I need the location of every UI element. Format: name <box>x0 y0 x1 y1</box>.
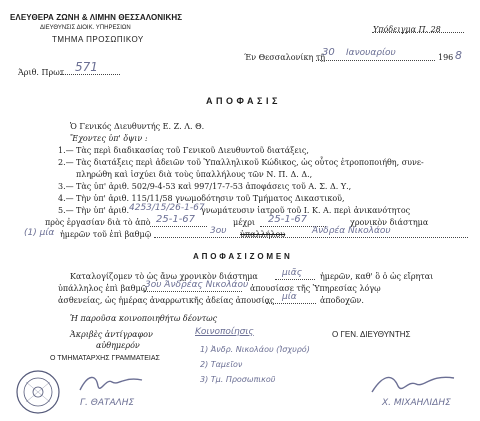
place-date-prefix: Έν Θεσσαλονίκη τῇ <box>244 53 326 62</box>
director-name: Χ. ΜΙΧΑΗΛΙΔΗΣ <box>382 398 451 408</box>
director-title: Ο ΓΕΝ. ΔΙΕΥΘΥΝΤΗΣ <box>332 330 411 339</box>
document-title: Α Π Ο Φ Α Σ Ι Σ <box>206 96 278 106</box>
decision-leave-underline <box>266 303 316 304</box>
cc-recipient-2: 2) Ταμεῖον <box>200 360 243 369</box>
section-head-signature-icon <box>76 370 146 396</box>
decision-days-handwritten: μιᾶς <box>282 268 302 278</box>
consideration-5-num: 5.— <box>58 206 74 215</box>
protocol-underline <box>60 74 120 75</box>
consideration-4-text: Τὴν ὑπ' ἀριθ. 115/11/58 γνωμοδότησιν τοῦ Τμήματος Δικαστικοῦ, <box>76 194 345 203</box>
date-year-suffix: 8 <box>455 49 462 62</box>
official-stamp-icon <box>14 368 62 416</box>
decision-line2-prefix: ὑπάλληλος ἐπὶ βαθμῷ <box>58 284 148 293</box>
copy-same-day: αὐθημερόν <box>96 341 140 350</box>
date-month: Ιανουαρίου <box>346 48 396 58</box>
consideration-3-num: 3.— <box>58 182 74 191</box>
intro-issuer: Ὁ Γενικός Διευθυντής Ε. Ζ. Λ. Θ. <box>70 122 205 131</box>
consideration-2-continued: πληρώθη καὶ ἰσχύει διὰ τοὺς ὑπαλλήλους τῶν Ν. Π. Δ. Δ., <box>76 170 313 179</box>
employee-underline <box>154 237 468 238</box>
consideration-4-num: 4.— <box>58 194 74 203</box>
org-directorate: ΔΙΕΥΘΥΝΣΙΣ ΔΙΟΙΚ. ΥΠΗΡΕΣΙΩΝ <box>40 25 131 31</box>
period-to-date: 25-1-67 <box>268 214 308 225</box>
period-mid: μέχρι <box>233 218 256 227</box>
decision-employee-handwritten: 3ου Ἀνδρέας Νικολάου <box>145 280 249 290</box>
date-day: 30 <box>322 47 335 58</box>
decision-employee-underline <box>144 291 242 292</box>
period-prefix: πρὸς ἐργασίαν διὰ τὸ ἀπὸ <box>45 218 151 227</box>
cc-recipient-3: 3) Τμ. Προσωπικοῦ <box>200 375 276 384</box>
date-year-prefix: 196 <box>438 53 454 62</box>
consideration-2-num: 2.— <box>58 158 74 167</box>
decision-title: Α Π Ο Φ Α Σ Ι Ζ Ο Μ Ε Ν <box>193 252 291 261</box>
decision-leave-handwritten: μία <box>282 292 297 302</box>
period-rank-handwritten: 3ου <box>210 226 227 236</box>
period-days-text: ἡμερῶν τοῦ ἐπὶ βαθμῷ <box>60 230 152 239</box>
consideration-1-text: Τὰς περὶ διαδικασίας τοῦ Γενικοῦ Διευθυντοῦ διατάξεις, <box>76 146 309 155</box>
decision-line1-suffix: ἡμερῶν, καθ' ὃ ὁ ὡς εἴρηται <box>320 272 434 281</box>
form-label-underline <box>372 32 464 33</box>
decision-days-underline <box>275 279 315 280</box>
period-suffix: χρονικὸν διάστημα <box>350 218 429 227</box>
protocol-label: Άριθ. Πρωτ. <box>18 68 67 77</box>
section-head-name: Γ. ΘΑΤΑΛΗΣ <box>80 398 135 408</box>
form-label: Υπόδειγμα Π. 28 <box>373 25 441 34</box>
period-rank-printed: ὑπαλλήλου <box>240 230 286 239</box>
consideration-3-text: Τὰς ὑπ' ἀριθ. 502/9-4-53 καὶ 997/17-7-53 ἀποφάσεις τοῦ Α. Σ. Δ. Υ., <box>76 182 352 191</box>
org-name: ΕΛΕΥΘΕΡΑ ΖΩΝΗ & ΛΙΜΗΝ ΘΕΣΣΑΛΟΝΙΚΗΣ <box>10 13 183 22</box>
decision-line3-suffix: ἀποδοχῶν. <box>320 296 364 305</box>
org-department: ΤΜΗΜΑ ΠΡΟΣΩΠΙΚΟΥ <box>52 35 144 44</box>
section-head-title: Ο ΤΜΗΜΑΤΑΡΧΗΣ ΓΡΑΜΜΑΤΕΙΑΣ <box>50 355 160 362</box>
decision-line1-prefix: Καταλογίζομεν τὸ ὡς ἄνω χρονικὸν διάστημα <box>70 272 258 281</box>
consideration-2-text: Τὰς διατάξεις περὶ ἀδειῶν τοῦ Ὑπαλληλικοῦ Κώδικος, ὡς οὗτος ἐτροποποιήθη, συνε- <box>76 158 424 167</box>
decision-line3-prefix: ἀσθενείας, ὡς ἡμέρας ἀναρρωτικῆς ἀδείας ἀπουσίας <box>58 296 275 305</box>
period-from-date: 25-1-67 <box>156 214 196 225</box>
decision-notify: Ἡ παροῦσα κοινοποιηθήτω δέοντως <box>70 314 218 323</box>
cc-recipient-1: 1) Ἀνδρ. Νικολάου (Ἰσχυρό) <box>200 345 310 354</box>
consideration-1-num: 1.— <box>58 146 74 155</box>
period-employee-name: Ἀνδρέα Νικολάου <box>312 226 391 236</box>
period-days-handwritten: (1) μία <box>24 228 55 238</box>
copy-distribution-heading: Κοινοποίησις <box>195 327 254 337</box>
date-underline <box>316 60 435 61</box>
from-date-underline <box>150 226 207 227</box>
item5-handwritten-ref: 4253/15/26-1-67 <box>129 203 205 213</box>
protocol-number: 571 <box>75 60 98 74</box>
director-signature-icon <box>368 370 458 398</box>
decision-line2-suffix: ἀπουσίασε τῆς Ὑπηρεσίας λόγῳ <box>250 284 381 293</box>
consideration-5-rest: γνωμάτευσιν ἰατροῦ τοῦ Ι. Κ. Α. περὶ ἀνικανότητος <box>201 206 411 215</box>
intro-considering: Ἔχοντες ὑπ' ὄψιν : <box>70 134 148 143</box>
copy-certified: Ἀκριβὲς ἀντίγραφον <box>70 330 153 339</box>
consideration-5-text: Τὴν ὑπ' ἀριθ. <box>76 206 129 215</box>
